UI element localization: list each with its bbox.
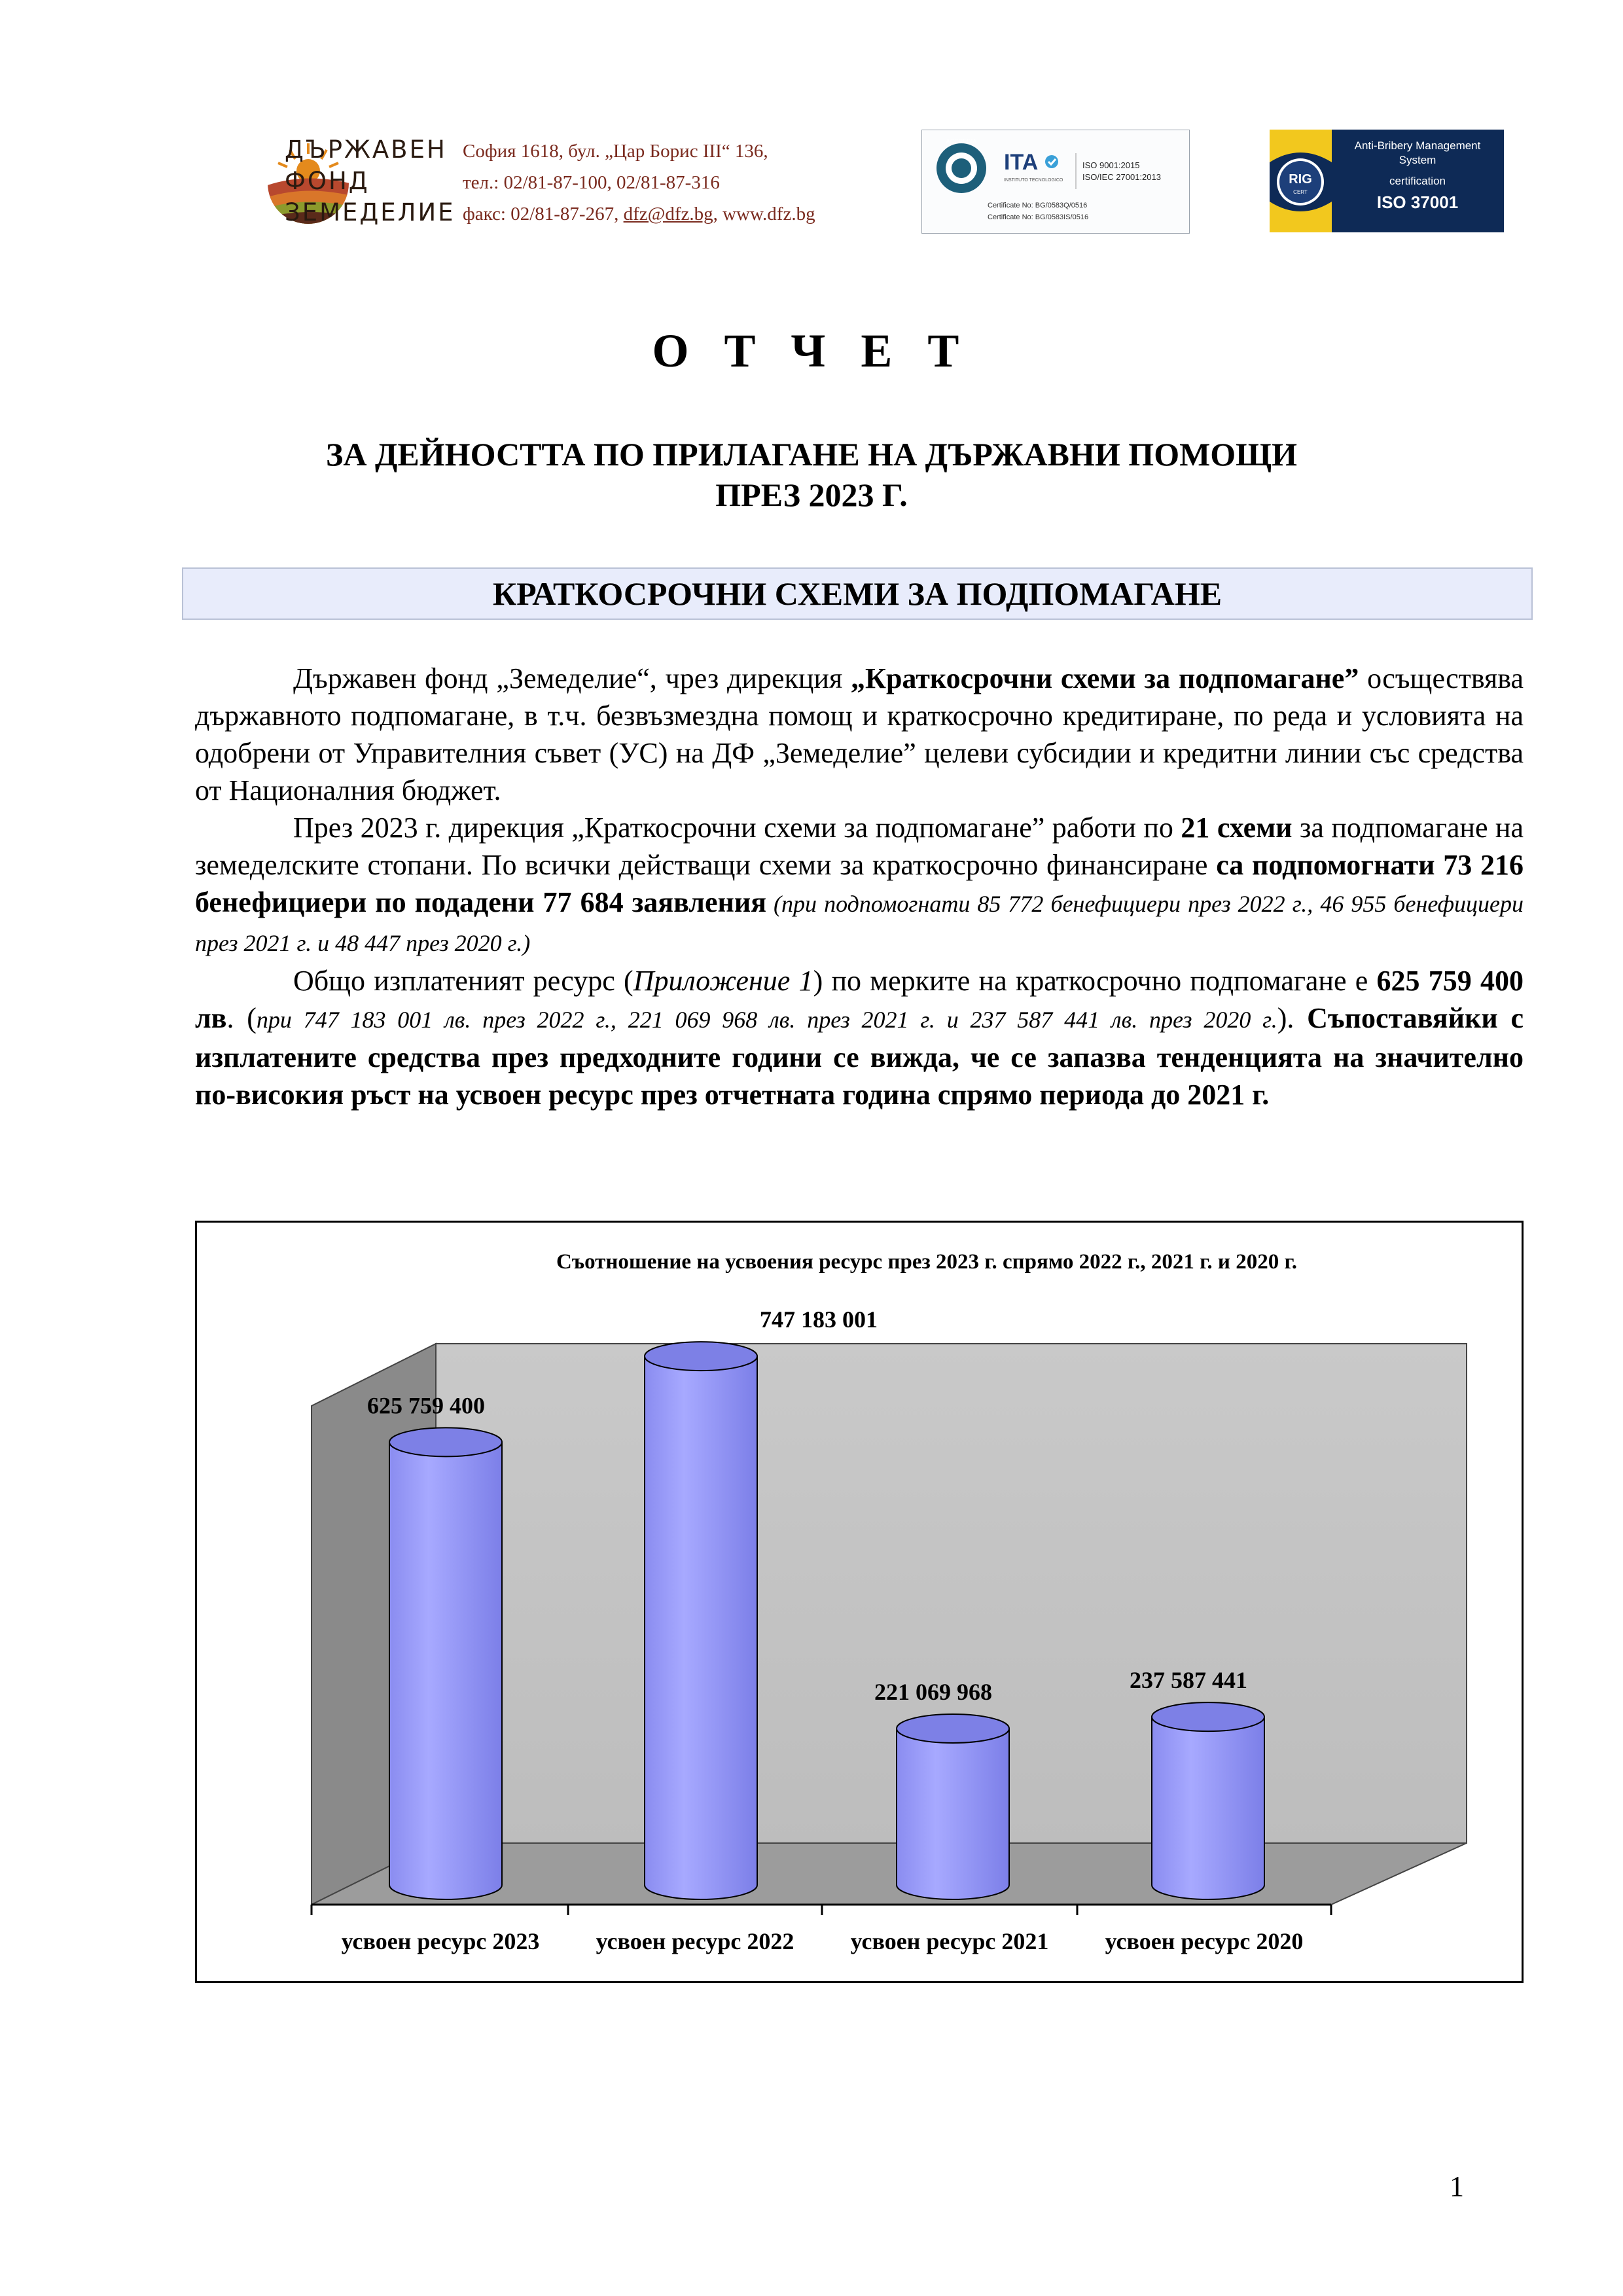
fax-line [463,198,815,230]
p1-text-a: Държавен фонд „Земеделие“, чрез дирекция [293,662,851,694]
chart-title: Съотношение на усвоения ресурс през 2023 г. спрямо 2022 г., 2021 г. и 2020 г. [556,1250,1297,1274]
abms-iso-37001: ISO 37001 [1376,192,1459,212]
category-label-0: усвоен ресурс 2023 [341,1928,540,1954]
logo-wordmark [285,134,455,228]
ita-text: ITA [1004,150,1039,175]
subtitle-line-1: ЗА ДЕЙНОСТТА ПО ПРИЛАГАНЕ НА ДЪРЖАВНИ ПОМОЩИ [326,436,1297,473]
p3-text-a: Общо изплатеният ресурс ( [293,965,633,997]
accredia-text: ACCREDIA [946,138,977,145]
paragraph-1 [195,660,1524,809]
p2-schemes-count: 21 схеми [1181,812,1293,844]
logo-line-2: ФОНД [285,167,370,195]
p3-text-g: ). [1277,1002,1294,1034]
document-title: О Т Ч Е Т [652,325,971,377]
document-subtitle [0,434,1623,515]
p3-conclusion: Съпоставяйки с изплатените средства през предходните години се вижда, че се запазва тенденцията на значително по-високия ръст на усвоен ресурс през отчетната година спрямо периода до 2021 г. [195,1002,1524,1111]
phone-line: тел.: 02/81-87-100, 02/81-87-316 [463,172,720,193]
certificate-number-2: Certificate No: BG/0583IS/0516 [988,213,1089,221]
p3-comparison: при 747 183 001 лв. през 2022 г., 221 069 968 лв. през 2021 г. и 237 587 441 лв. през 2020 г. [256,1007,1277,1033]
contact-address [463,135,815,230]
abms-line-1: Anti-Bribery Management [1354,139,1481,152]
p1-directorate-name: „Краткосрочни схеми за подпомагане” [851,662,1359,694]
category-label-2: усвоен ресурс 2021 [850,1928,1049,1954]
category-label-1: усвоен ресурс 2022 [596,1928,794,1954]
p3-text-c: ) по мерките на краткосрочно подпомагане е [813,965,1377,997]
iso-9001-text: ISO 9001:2015 [1082,160,1140,170]
body-text [195,660,1524,1113]
data-label-1: 747 183 001 [760,1306,878,1333]
p2-beneficiaries: са подпомогнати 73 216 бенефициери по подадени 77 684 заявления [195,849,1524,918]
data-label-3: 237 587 441 [1130,1667,1247,1694]
certificate-number-1: Certificate No: BG/0583Q/0516 [988,202,1088,209]
address-line: София 1618, бул. „Цар Борис III“ 136, [463,141,768,162]
website-link[interactable]: www.dfz.bg [722,204,815,224]
logo-line-1: ДЪРЖАВЕН [285,135,447,164]
resource-comparison-chart [197,1223,1522,1981]
bar-cylinder-2021 [897,1714,1009,1899]
cert-text: CERT [1293,189,1308,195]
iso-27001-text: ISO/IEC 27001:2013 [1082,172,1161,182]
bar-cylinder-2023 [389,1427,502,1899]
category-label-3: усвоен ресурс 2020 [1105,1928,1304,1954]
abms-line-2: System [1399,154,1436,166]
page-number: 1 [1450,2170,1464,2202]
subtitle-line-2: ПРЕЗ 2023 Г. [715,476,908,513]
logo-line-3: ЗЕМЕДЕЛИЕ [285,198,455,226]
p1-text-c: осъществява държавното подпомагане, в т.ч. безвъзмездна помощ и краткосрочно кредитиране, по реда и условията на одобрени от Управителния съвет (УС) на ДФ „Земеделие” целеви субсидии и кредитни линии със средства от Националния бюджет. [195,662,1524,806]
separator: , [713,204,723,224]
abms-line-3: certification [1389,175,1446,187]
check-icon [1045,155,1058,168]
data-label-0: 625 759 400 [367,1392,485,1419]
p3-annex-ref: Приложение 1 [633,965,813,997]
section-heading: КРАТКОСРОЧНИ СХЕМИ ЗА ПОДПОМАГАНЕ [182,567,1533,620]
bar-cylinder-2020 [1152,1702,1264,1899]
p2-text-a: През 2023 г. дирекция „Краткосрочни схеми за подпомагане” работи по [293,812,1181,844]
p2-text-c: за подпомагане на земеделските стопани. По всички действащи схеми за краткосрочно финансиране [195,812,1524,881]
p2-comparison: (при подпомогнати 85 772 бенефициери през 2022 г., 46 955 бенефициери през 2021 г. и 48 447 през 2020 г.) [195,891,1524,956]
rig-text: RIG [1289,172,1312,187]
bar-cylinder-2022 [645,1342,757,1899]
ita-subtitle: INSTITUTO TECNOLOGICO [1004,178,1063,183]
p3-text-e: . ( [226,1002,257,1034]
p3-total-amount: 625 759 400 лв [195,965,1524,1034]
paragraph-3 [195,962,1524,1113]
paragraph-2 [195,809,1524,962]
iso-37001-badge [1270,130,1504,232]
fax-text: факс: 02/81-87-267, [463,204,624,224]
data-label-2: 221 069 968 [874,1678,992,1705]
email-link[interactable]: dfz@dfz.bg [623,204,713,224]
iso-certification-badge [921,130,1190,234]
